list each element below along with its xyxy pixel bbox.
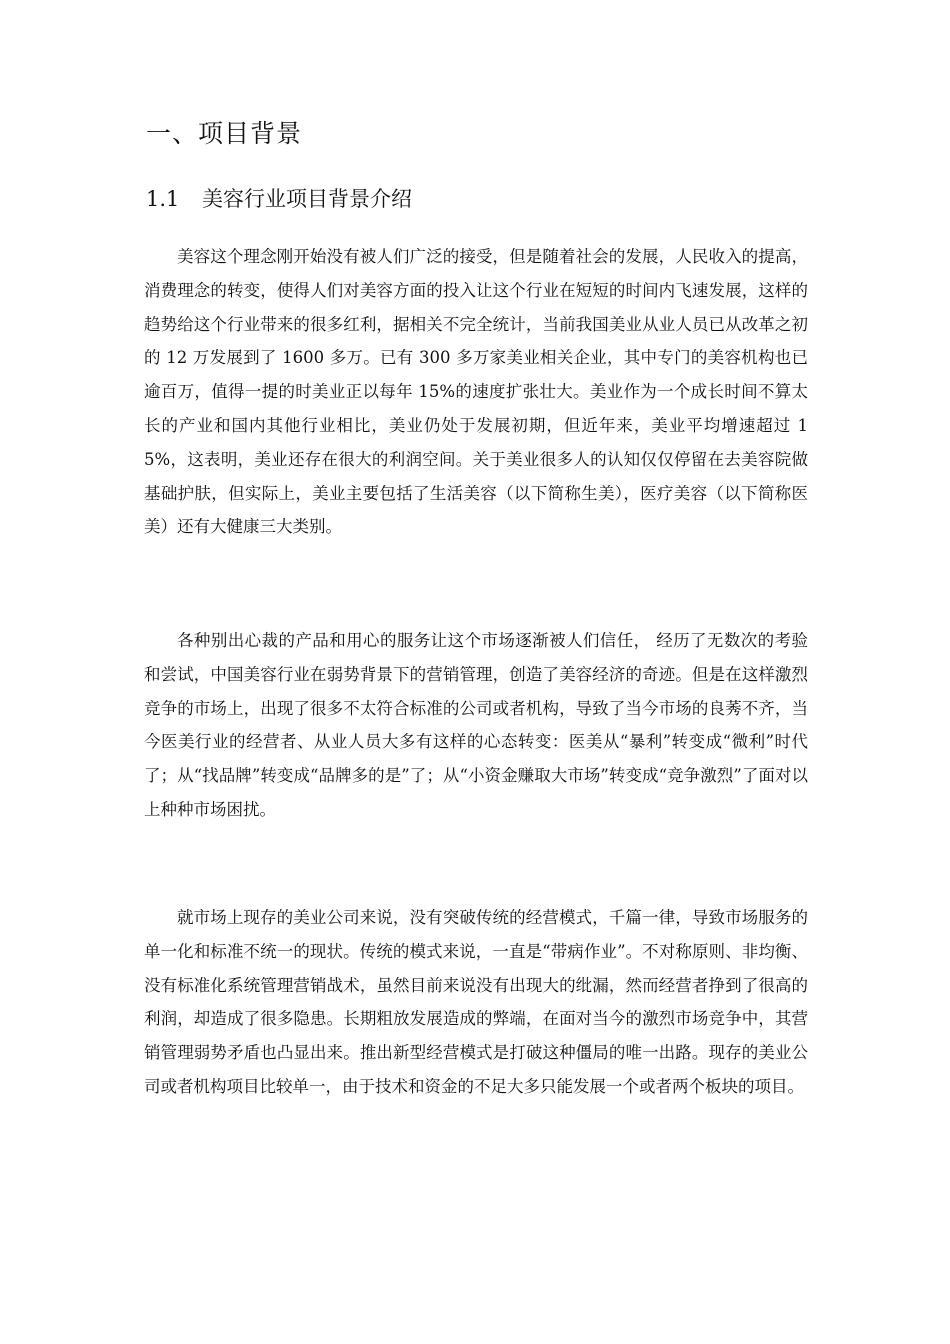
paragraph-2: 各种别出心裁的产品和用心的服务让这个市场逐渐被人们信任， 经历了无数次的考验和尝试，中国美容行业在弱势背景下的营销管理，创造了美容经济的奇迹。但是在这样激烈竞争的市场上，出现了很多不太符合标准的公司或者机构，导致了当今市场的良莠不齐，当今医美行业的经营者、从业人员大多有这样的心态转变：医美从“暴利”转变成“微利”时代了；从“找品牌”转变成“品牌多的是”了；从“小资金赚取大市场”转变成“竞争激烈”了面对以上种种市场困扰。 xyxy=(144,631,808,819)
paragraph-1: 美容这个理念刚开始没有被人们广泛的接受，但是随着社会的发展，人民收入的提高，消费理念的转变，使得人们对美容方面的投入让这个行业在短短的时间内飞速发展，这样的趋势给这个行业带来的很多红利，据相关不完全统计，当前我国美业从业人员已从改革之初的 12 万发展到了 1600 多万。已有 300 多万家美业相关企业，其中专门的美容机构也已逾百万，值得一提的时美业正以每年 15%的速度扩张壮大。美业作为一个成长时间不算太长的产业和国内其他行业相比，美业仍处于发展初期，但近年来，美业平均增速超过 15%，这表明，美业还存在很大的利润空间。关于美业很多人的认知仅仅停留在去美容院做基础护肤，但实际上，美业主要包括了生活美容（以下简称生美），医疗美容（以下简称医美）还有大健康三大类别。 xyxy=(144,247,808,537)
subsection-number: 1.1 xyxy=(146,187,180,211)
subsection-heading xyxy=(146,184,412,214)
paragraph-3: 就市场上现存的美业公司来说，没有突破传统的经营模式，千篇一律，导致市场服务的单一化和标准不统一的现状。传统的模式来说，一直是“带病作业”。不对称原则、非均衡、没有标准化系统管理营销战术，虽然目前来说没有出现大的纰漏，然而经营者挣到了很高的利润，却造成了很多隐患。长期粗放发展造成的弊端，在面对当今的激烈市场竞争中，其营销管理弱势矛盾也凸显出来。推出新型经营模式是打破这种僵局的唯一出路。现存的美业公司或者机构项目比较单一，由于技术和资金的不足大多只能发展一个或者两个板块的项目。 xyxy=(144,908,808,1096)
subsection-title: 美容行业项目背景介绍 xyxy=(202,187,412,211)
section-heading: 一、项目背景 xyxy=(146,119,303,148)
